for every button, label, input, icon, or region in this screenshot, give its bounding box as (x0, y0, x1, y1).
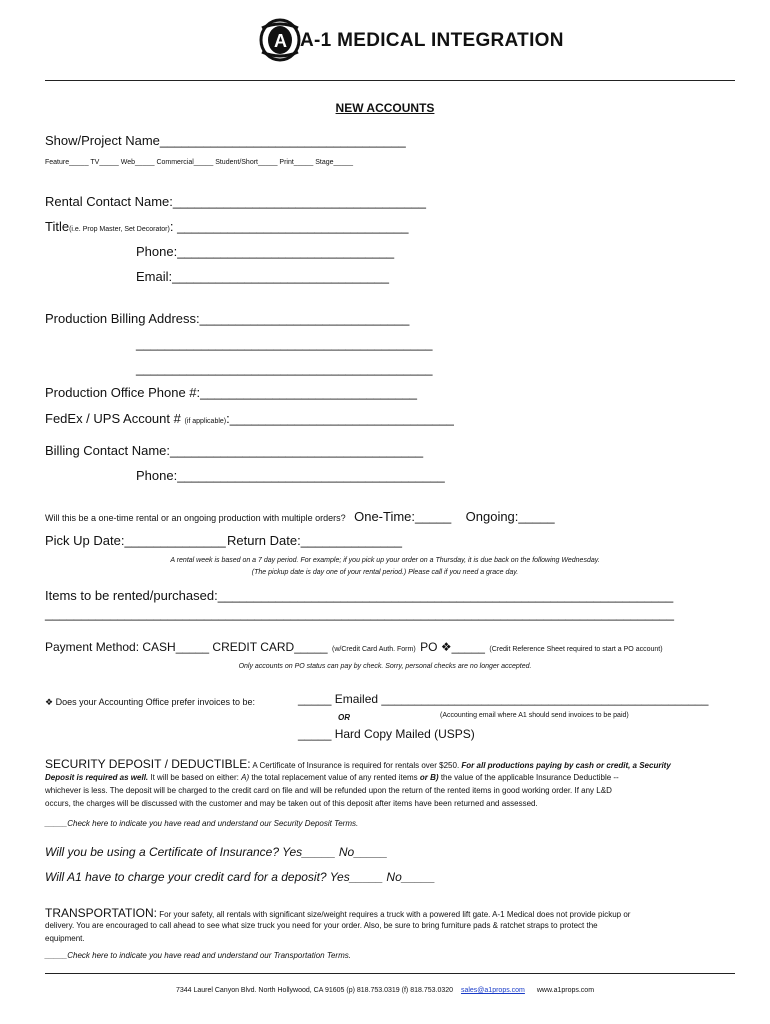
office-phone-field[interactable]: Production Office Phone #:______________________________ (45, 385, 418, 400)
ongoing-option[interactable]: Ongoing:_____ (465, 509, 555, 524)
title-field[interactable] (45, 219, 408, 234)
fedex-account-field[interactable] (45, 411, 454, 426)
security-text1: A Certificate of Insurance is required for rentals over $250. (252, 761, 460, 770)
payment-method-label[interactable]: Payment Method: CASH_____ CREDIT CARD_____ (45, 640, 328, 654)
footer-website[interactable]: www.a1props.com (536, 987, 595, 994)
form-title: NEW ACCOUNTS (335, 101, 435, 115)
invoice-hardcopy-option[interactable]: _____ Hard Copy Mailed (USPS) (298, 727, 475, 741)
security-text1b: For all productions paying by cash or credit, a Security (461, 761, 671, 770)
transport-text1: For your safety, all rentals with significant size/weight requires a truck with a powered lift gate. A-1 Medical does not provide pickup or (159, 910, 631, 919)
security-text2f: the value of the applicable Insurance Deductible -- (440, 773, 619, 782)
check-payment-note: Only accounts on PO status can pay by check. Sorry, personal checks are no longer accepted. (238, 663, 532, 670)
project-type-options[interactable]: Feature_____ TV_____ Web_____ Commercial_____ Student/Short_____ Print_____ Stage_____ (45, 159, 353, 166)
contact-phone-field[interactable]: Phone:______________________________ (136, 244, 395, 259)
billing-address-line2[interactable]: _________________________________________ (136, 336, 433, 351)
contact-email-field[interactable]: Email:______________________________ (136, 269, 390, 284)
company-name: A-1 MEDICAL INTEGRATION (300, 30, 564, 51)
pickup-day-note: (The pickup date is day one of your rental period.) Please call if you need a grace day. (251, 569, 519, 576)
security-text2b: Deposit is required as well. (45, 773, 149, 782)
security-deposit-line3: whichever is less. The deposit will be charged to the credit card on file and will be refunded upon the return of the rented items in good working order. If any L&D (45, 786, 612, 795)
items-field[interactable]: Items to be rented/purchased:_______________________________________________________________ (45, 588, 674, 603)
insurance-certificate-question[interactable]: Will you be using a Certificate of Insurance? Yes_____ No_____ (45, 845, 388, 859)
title-hint: (i.e. Prop Master, Set Decorator) (69, 226, 170, 233)
fedex-hint: (if applicable) (184, 418, 227, 425)
security-deposit-heading: SECURITY DEPOSIT / DEDUCTIBLE: (45, 757, 251, 771)
po-hint: (Credit Reference Sheet required to start a PO account) (489, 646, 663, 653)
security-deposit-line4: occurs, the charges will be discussed with the customer and may be taken out of this deposit after items have been returned and assessed. (45, 799, 538, 808)
transport-terms-checkbox[interactable]: _____Check here to indicate you have read and understand our Transportation Terms. (45, 951, 351, 960)
invoice-email-hint: (Accounting email where A1 should send invoices to be paid) (440, 712, 629, 719)
transportation-line1 (45, 906, 630, 920)
credit-card-hint: (w/Credit Card Auth. Form) (332, 646, 416, 653)
billing-address-line3[interactable]: _________________________________________ (136, 361, 433, 376)
footer-contact (0, 987, 770, 994)
rental-week-note: A rental week is based on a 7 day period. For example; if you pick up your order on a Thursday, it is due back on the following Wednesday. (170, 557, 600, 564)
security-deposit-line1 (45, 757, 671, 771)
header-divider (45, 80, 735, 81)
security-deposit-line2 (45, 773, 619, 782)
title-label: Title (45, 219, 70, 234)
pickup-date-field[interactable]: Pick Up Date:______________ (45, 533, 226, 548)
fedex-line: :_______________________________ (226, 411, 454, 426)
rental-contact-field[interactable]: Rental Contact Name:___________________________________ (45, 194, 426, 209)
invoice-or-label: OR (338, 713, 350, 722)
title-line: : ________________________________ (169, 219, 409, 234)
transportation-line2: delivery. You are encouraged to call ahead to see what size truck you need for your order. Also, be sure to bring furniture pads & ratchet straps to protect the (45, 921, 598, 930)
billing-address-field[interactable]: Production Billing Address:_____________________________ (45, 311, 410, 326)
security-text2d: the total replacement value of any rented items (251, 773, 418, 782)
billing-contact-field[interactable]: Billing Contact Name:___________________________________ (45, 443, 424, 458)
items-line2[interactable]: _______________________________________________________________________________________ (45, 606, 675, 621)
rental-type-row (45, 508, 555, 526)
transportation-heading: TRANSPORTATION: (45, 906, 158, 920)
invoice-emailed-option[interactable]: _____ Emailed _________________________________________________ (298, 692, 709, 706)
security-terms-checkbox[interactable]: _____Check here to indicate you have read and understand our Security Deposit Terms. (45, 819, 359, 828)
billing-phone-field[interactable]: Phone:_____________________________________ (136, 468, 445, 483)
return-date-field[interactable]: Return Date:______________ (227, 533, 402, 548)
invoice-preference-question: ❖ Does your Accounting Office prefer invoices to be: (45, 697, 256, 707)
svg-text:A: A (274, 31, 287, 51)
payment-method-row (45, 638, 663, 656)
security-text2c: A) (241, 773, 250, 782)
po-option[interactable]: PO ❖_____ (420, 640, 485, 654)
rental-type-question: Will this be a one-time rental or an ongoing production with multiple orders? (45, 513, 346, 523)
security-text2e: or B) (419, 773, 439, 782)
transportation-line3: equipment. (45, 934, 85, 943)
footer-address: 7344 Laurel Canyon Blvd. North Hollywood, CA 91605 (p) 818.753.0319 (f) 818.753.0320 (175, 987, 454, 994)
footer-email-link[interactable]: sales@a1props.com (460, 987, 525, 994)
footer-divider (45, 973, 735, 974)
show-project-name-field[interactable]: Show/Project Name__________________________________ (45, 133, 406, 148)
fedex-label: FedEx / UPS Account # (45, 411, 181, 426)
credit-card-deposit-question[interactable]: Will A1 have to charge your credit card for a deposit? Yes_____ No_____ (45, 870, 436, 884)
security-text2: It will be based on either: (150, 773, 239, 782)
one-time-option[interactable]: One-Time:_____ (354, 509, 452, 524)
